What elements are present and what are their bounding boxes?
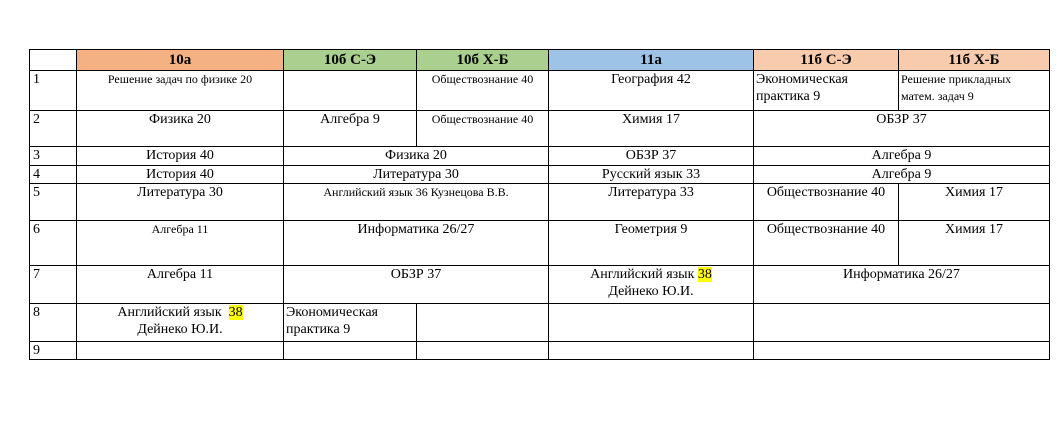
cell-11b-se: Экономическая практика 9 [754,71,899,111]
cell-10b-hb: Обществознание 40 [417,71,549,111]
cell-10b: Литература 30 [284,166,549,184]
cell-10b: Физика 20 [284,147,549,166]
cell-11b-hb: Решение прикладных матем. задач 9 [899,71,1050,111]
cell-11b-hb: Химия 17 [899,221,1050,266]
cell-11b: Информатика 26/27 [754,266,1050,304]
cell-11a [549,304,754,342]
cell-11a: Геометрия 9 [549,221,754,266]
lesson-row-1 [30,71,1050,111]
lesson-row-5 [30,184,1050,221]
corner-cell [30,50,77,71]
lesson-row-4 [30,166,1050,184]
cell-11b [754,304,1050,342]
cell-11b: Алгебра 9 [754,147,1050,166]
lesson-row-7 [30,266,1050,304]
row-number: 3 [30,147,77,166]
cell-10b-hb: Обществознание 40 [417,111,549,147]
subject-text: Английский язык [117,305,222,320]
header-11b-hb: 11б Х-Б [899,50,1050,71]
row-number: 8 [30,304,77,342]
cell-10a: Алгебра 11 [77,221,284,266]
cell-11a: Русский язык 33 [549,166,754,184]
cell-11b [754,342,1050,360]
cell-10a: История 40 [77,147,284,166]
cell-11b: ОБЗР 37 [754,111,1050,147]
cell-10b: Информатика 26/27 [284,221,549,266]
room-number-highlight: 38 [228,305,243,320]
room-number-highlight: 38 [697,267,712,282]
cell-10b-hb [417,342,549,360]
header-row [30,50,1050,71]
cell-11a [549,266,754,304]
header-10b-se: 10б С-Э [284,50,417,71]
teacher-name: Дейнеко Ю.И. [608,284,694,299]
row-number: 7 [30,266,77,304]
cell-10a [77,304,284,342]
cell-10a: Алгебра 11 [77,266,284,304]
cell-10a: Решение задач по физике 20 [77,71,284,111]
cell-10b-se [284,71,417,111]
cell-11a: Химия 17 [549,111,754,147]
cell-10b: ОБЗР 37 [284,266,549,304]
row-number: 9 [30,342,77,360]
cell-11a [549,342,754,360]
schedule-table [29,49,1050,360]
lesson-row-2 [30,111,1050,147]
lesson-row-3 [30,147,1050,166]
cell-10b-se: Алгебра 9 [284,111,417,147]
header-10a: 10а [77,50,284,71]
lesson-row-6 [30,221,1050,266]
cell-11a: География 42 [549,71,754,111]
row-number: 4 [30,166,77,184]
cell-11b-se: Обществознание 40 [754,184,899,221]
lesson-row-9 [30,342,1050,360]
cell-11a: ОБЗР 37 [549,147,754,166]
header-11b-se: 11б С-Э [754,50,899,71]
cell-11b-hb: Химия 17 [899,184,1050,221]
cell-10a [77,342,284,360]
cell-11b: Алгебра 9 [754,166,1050,184]
row-number: 2 [30,111,77,147]
row-number: 6 [30,221,77,266]
cell-10b-se [284,342,417,360]
teacher-name: Дейнеко Ю.И. [137,322,223,337]
cell-10a: Литература 30 [77,184,284,221]
subject-text: Английский язык [590,267,695,282]
cell-11a: Литература 33 [549,184,754,221]
row-number: 5 [30,184,77,221]
row-number: 1 [30,71,77,111]
cell-10b-se: Экономическая практика 9 [284,304,417,342]
cell-11b-se: Обществознание 40 [754,221,899,266]
cell-10b: Английский язык 36 Кузнецова В.В. [284,184,549,221]
cell-10a: История 40 [77,166,284,184]
cell-10b-hb [417,304,549,342]
lesson-row-8 [30,304,1050,342]
header-11a: 11а [549,50,754,71]
cell-10a: Физика 20 [77,111,284,147]
header-10b-hb: 10б Х-Б [417,50,549,71]
